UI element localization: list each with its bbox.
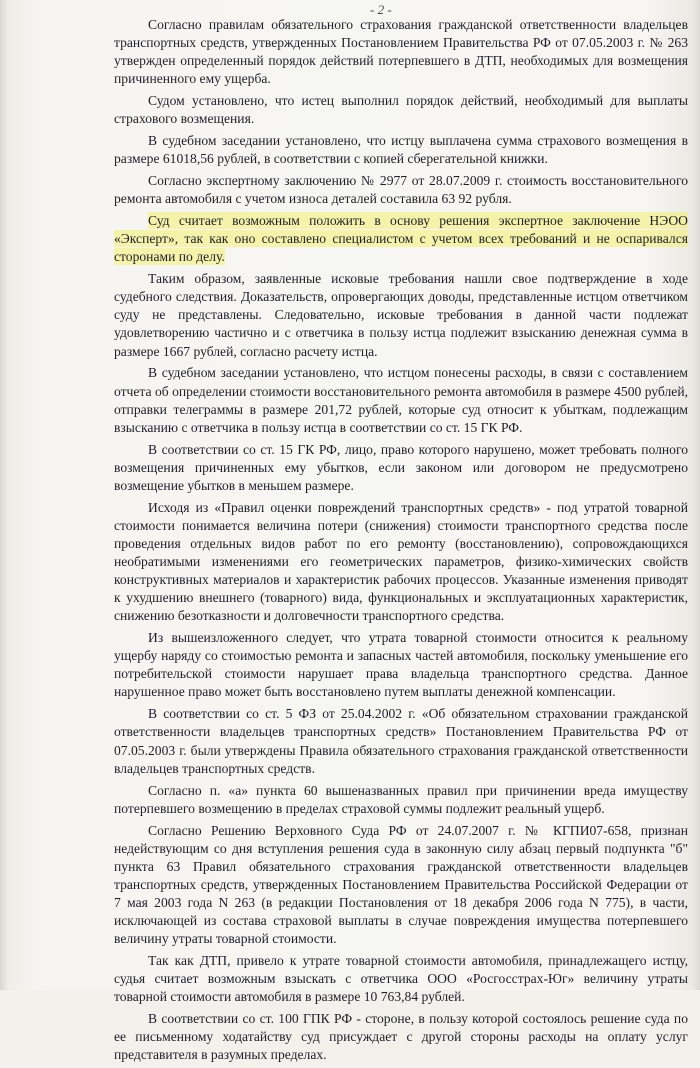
paragraph-valuation-rules: Исходя из «Правил оценки повреждений транспортных средств» - под утратой товарной стоимости понимается величина потери (снижения) стоимости транспортного средства после проведения отдельных видов работ по его ремонту (восстановлению), сопровождающихся необратимыми изменениями его геометрических параметров, физико-химических свойств конструктивных материалов и характеристик рабочих процессов. Указанные изменения приводят к ухудшению внешнего (товарного) вида, функциональных и эксплуатационных характеристик, снижению безотказности и долговечности транспортного средства. <box>114 499 688 624</box>
scan-shadow-left <box>0 0 8 990</box>
scan-shadow-right <box>692 0 700 990</box>
paragraph-supreme-court: Согласно Решению Верховного Суда РФ от 24.07.2007 г. № КГПИ07-658, признан недействующим со дня вступления решения суда в законную силу абзац первый подпункта "б" пункта 63 Правил обязательного страхования гражданской ответственности владельцев транспортных средств, утвержденных Постановлением Правительства Российской Федерации от 7 мая 2003 года N 263 (в редакции Постановления от 18 декабря 2006 года N 775), в части, исключающей из состава страховой выплаты в случае повреждения имущества потерпевшего величину утраты товарной стоимости. <box>114 822 688 947</box>
paragraph-art5-fz: В соответствии со ст. 5 ФЗ от 25.04.2002 г. «Об обязательном страховании гражданской ответственности владельцев транспортных средств» Постановлением Правительства РФ от 07.05.2003 г. были утверждены Правила обязательного страхования гражданской ответственности владельцев транспортных средств. <box>114 706 688 776</box>
paragraph-court-basis-highlighted <box>114 212 688 266</box>
page-number: - 2 - <box>370 2 392 17</box>
paragraph-art100-gpk: В соответствии со ст. 100 ГПК РФ - стороне, в пользу которой состоялось решение суда по ее письменному ходатайству суд присуждает с другой стороны расходы на оплату услуг представителя в разумных пределах. <box>114 1011 688 1063</box>
paragraph-item-60a: Согласно п. «а» пункта 60 вышеназванных правил при причинении вреда имуществу потерпевшего возмещению в пределах страховой суммы подлежит реальный ущерб. <box>114 782 688 816</box>
highlight-mark: Суд считает возможным положить в основу решения экспертное заключение НЭОО «Эксперт», так как оно составлено специалистом с учетом всех требований и не оспаривался сторонами по делу. <box>114 213 688 265</box>
paragraph-loss-of-value: Так как ДТП, привело к утрате товарной стоимости автомобиля, принадлежащего истцу, судья считает возможным взыскать с ответчика ООО «Росгосстрах-Юг» величину утраты товарной стоимости автомобиля в размере 10 763,84 рублей. <box>114 952 688 1005</box>
paragraph-osago-rules: Согласно правилам обязательного страхования гражданской ответственности владельцев транспортных средств, утвержденных Постановлением Правительства РФ от 07.05.2003 г. № 263 утвержден определенный порядок действий потерпевшего в ДТП, необходимых для возмещения причиненного ему ущерба. <box>114 17 688 87</box>
paragraph-claims-confirmed: Таким образом, заявленные исковые требования нашли свое подтверждение в ходе судебного следствия. Доказательств, опровергающих доводы, представленные истцом ответчиком суду не представлены. Следовательно, исковые требования в данной части подлежат удовлетворению частично и с ответчика в пользу истца подлежит взысканию денежная сумма в размере 1667 рублей, согласно расчету истца. <box>114 271 688 359</box>
paragraph-art15-gk: В соответствии со ст. 15 ГК РФ, лицо, право которого нарушено, может требовать полного возмещения причиненных ему убытков, если законом или договором не предусмотрено возмещение убытков в меньшем размере. <box>114 441 688 493</box>
paragraph-real-damage: Из вышеизложенного следует, что утрата товарной стоимости относится к реальному ущербу наряду со стоимостью ремонта и запасных частей автомобиля, поскольку уменьшение его потребительской стоимости нарушает права владельца транспортного средства. Данное нарушенное право может быть восстановлено путем выплаты денежной компенсации. <box>114 630 688 700</box>
document-body <box>114 16 688 1068</box>
paragraph-expert-conclusion: Согласно экспертному заключению № 2977 от 28.07.2009 г. стоимость восстановительного ремонта автомобиля с учетом износа деталей составила 63 92 рубля. <box>114 173 688 207</box>
paragraph-payment-sum: В судебном заседании установлено, что истцу выплачена сумма страхового возмещения в размере 61018,56 рублей, в соответствии с копией сберегательной книжки. <box>114 133 688 167</box>
paragraph-plaintiff-actions: Судом установлено, что истец выполнил порядок действий, необходимый для выплаты страхового возмещения. <box>114 93 688 127</box>
paragraph-expenses: В судебном заседании установлено, что истцом понесены расходы, в связи с составлением отчета об определении стоимости восстановительного ремонта автомобиля в размере 4500 рублей, отправки телеграммы в размере 201,72 рублей, которые суд относит к убыткам, подлежащим взысканию с ответчика в пользу истца в соответствии со ст. 15 ГК РФ. <box>114 365 688 435</box>
